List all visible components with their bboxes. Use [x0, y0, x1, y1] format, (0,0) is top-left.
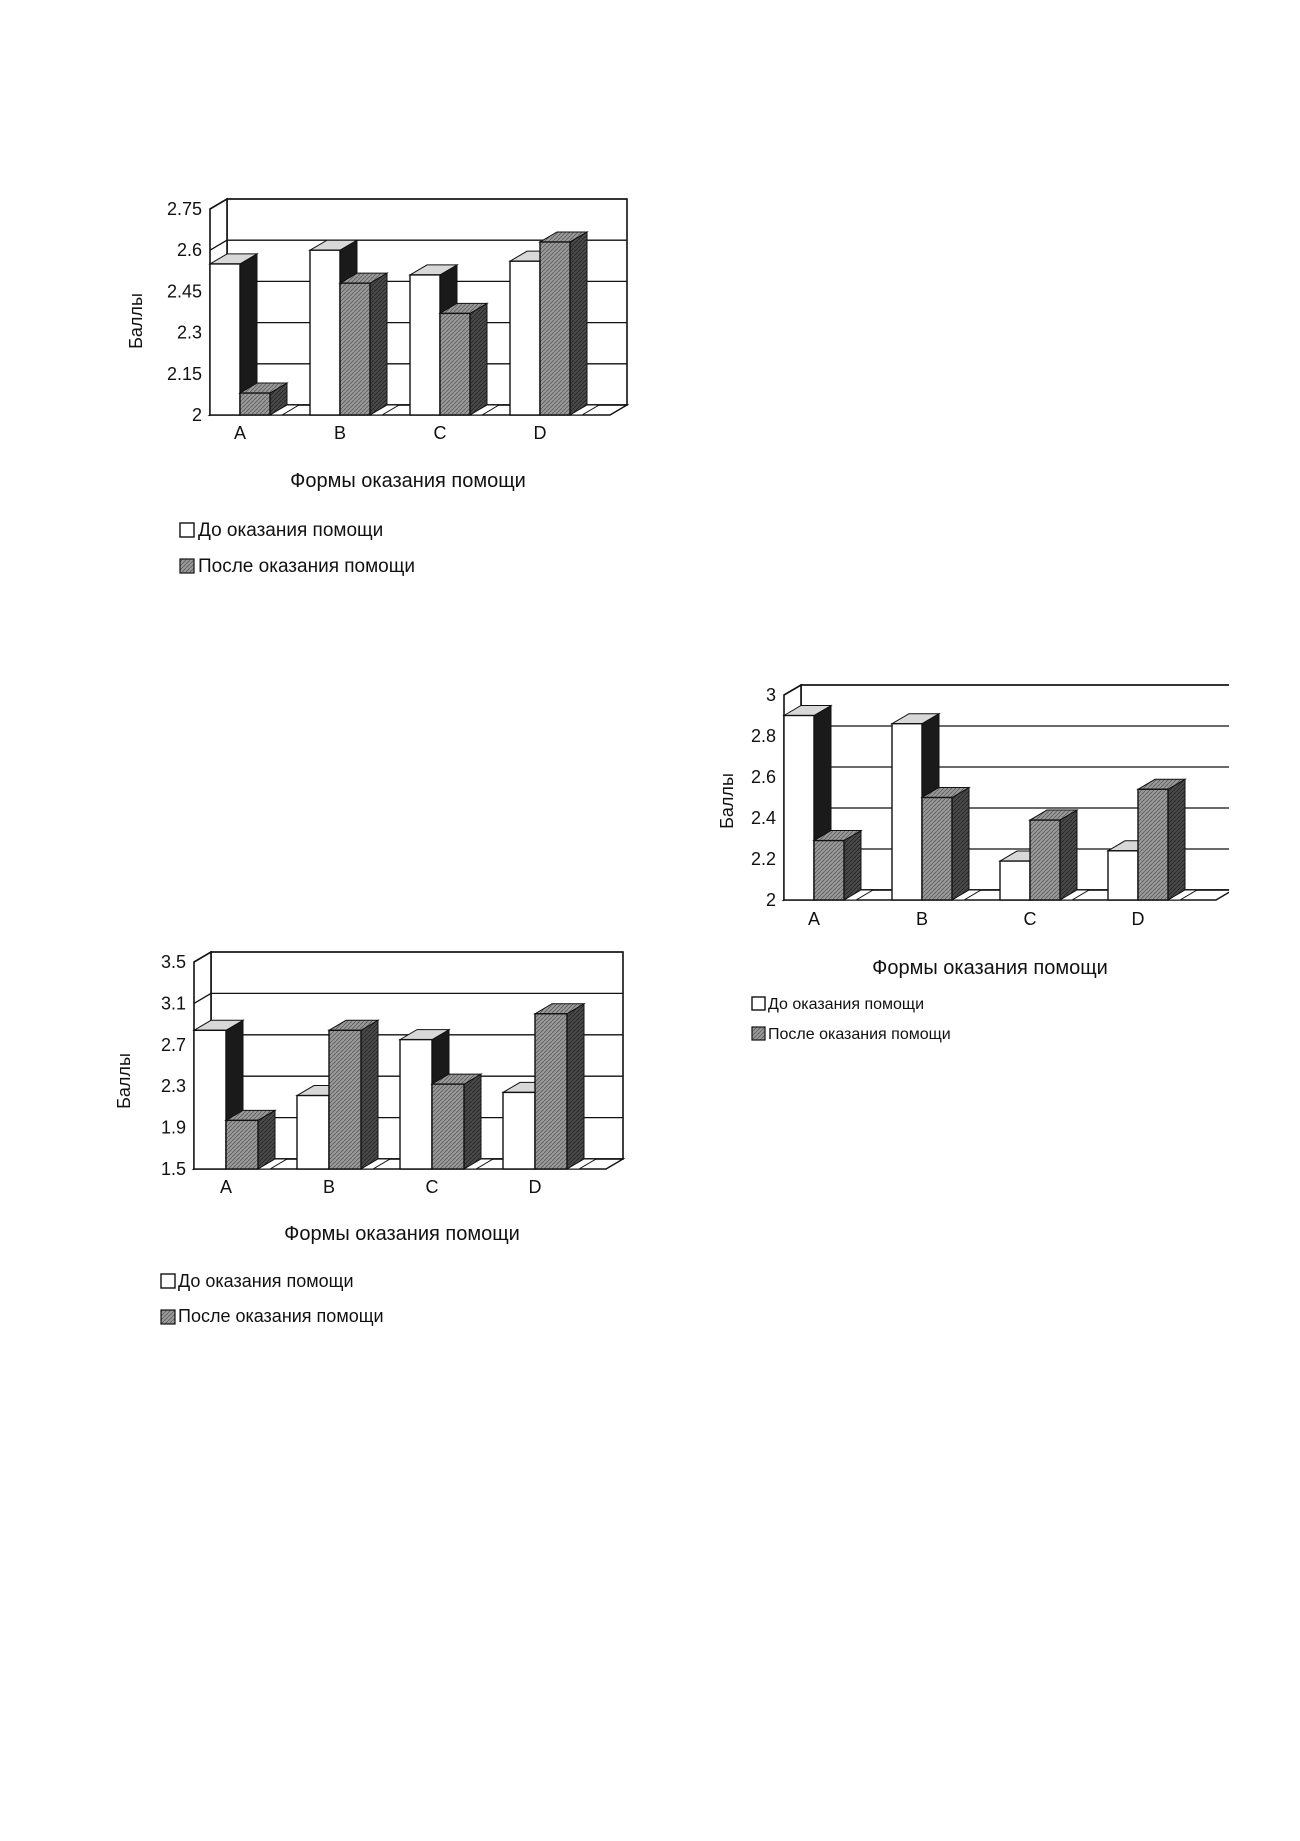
y-tick-label: 2.6 [176, 240, 202, 261]
legend-swatch-before [161, 1274, 175, 1288]
y-tick-label: 2.2 [750, 849, 776, 869]
x-tick-label: C [425, 1177, 439, 1197]
y-tick-label: 2.6 [750, 767, 776, 787]
x-tick-label: A [233, 423, 247, 443]
chart-2 [709, 683, 1229, 1053]
y-tick-label: 3 [765, 685, 776, 705]
bar-C-after [432, 1074, 481, 1169]
legend-swatch-before [752, 997, 765, 1010]
bar-D-after [535, 1004, 584, 1169]
x-axis-label: Формы оказания помощи [872, 957, 1108, 979]
legend-swatch-after [752, 1027, 765, 1040]
x-tick-label: B [915, 909, 929, 929]
x-tick-label: D [528, 1177, 542, 1197]
legend-swatch-before [180, 523, 194, 537]
bar-D-after [1138, 779, 1185, 900]
y-tick-label: 1.5 [160, 1159, 186, 1179]
legend-label-before: До оказания помощи [768, 996, 925, 1013]
bar-B-after [922, 788, 969, 901]
x-axis-label: Формы оказания помощи [284, 1223, 520, 1245]
y-tick-label: 2.8 [750, 726, 776, 746]
legend-label-before: До оказания помощи [178, 1271, 354, 1291]
bar-B-after [340, 273, 387, 415]
y-tick-label: 2.4 [750, 808, 776, 828]
legend [161, 1271, 384, 1326]
y-axis-label: Баллы [717, 773, 737, 829]
x-tick-label: C [1023, 909, 1037, 929]
chart-1 [118, 188, 638, 598]
y-axis-label: Баллы [114, 1053, 134, 1109]
legend-label-after: После оказания помощи [198, 556, 415, 577]
x-tick-label: B [322, 1177, 336, 1197]
bar-B-after [329, 1020, 378, 1169]
x-tick-label: D [1131, 909, 1145, 929]
bar-A-after [814, 831, 861, 900]
legend-swatch-after [180, 559, 194, 573]
legend-label-after: После оказания помощи [178, 1306, 384, 1326]
legend-label-after: После оказания помощи [768, 1026, 951, 1043]
legend [752, 996, 951, 1043]
y-tick-label: 2.15 [166, 363, 202, 384]
y-axis-label: Баллы [126, 293, 146, 349]
x-tick-label: A [219, 1177, 233, 1197]
bar-C-after [440, 303, 487, 415]
y-tick-label: 3.1 [160, 993, 186, 1014]
y-tick-label: 2.45 [166, 281, 202, 302]
x-axis-label: Формы оказания помощи [290, 470, 526, 492]
y-tick-label: 2 [191, 405, 202, 425]
x-tick-label: A [807, 909, 821, 929]
bar-A-after [226, 1110, 275, 1169]
y-tick-label: 2 [765, 890, 776, 910]
legend-label-before: До оказания помощи [198, 520, 384, 541]
bar-D-after [540, 232, 587, 415]
x-tick-label: C [433, 423, 447, 443]
y-tick-label: 1.9 [160, 1117, 186, 1138]
legend [180, 520, 415, 577]
x-tick-label: D [533, 423, 547, 443]
chart-3 [108, 925, 628, 1335]
legend-swatch-after [161, 1310, 175, 1324]
x-tick-label: B [333, 423, 347, 443]
bar-C-after [1030, 810, 1077, 900]
y-tick-label: 2.3 [176, 322, 202, 343]
y-tick-label: 3.5 [160, 952, 186, 972]
y-tick-label: 2.3 [160, 1076, 186, 1097]
y-tick-label: 2.7 [160, 1034, 186, 1055]
y-tick-label: 2.75 [166, 199, 202, 219]
